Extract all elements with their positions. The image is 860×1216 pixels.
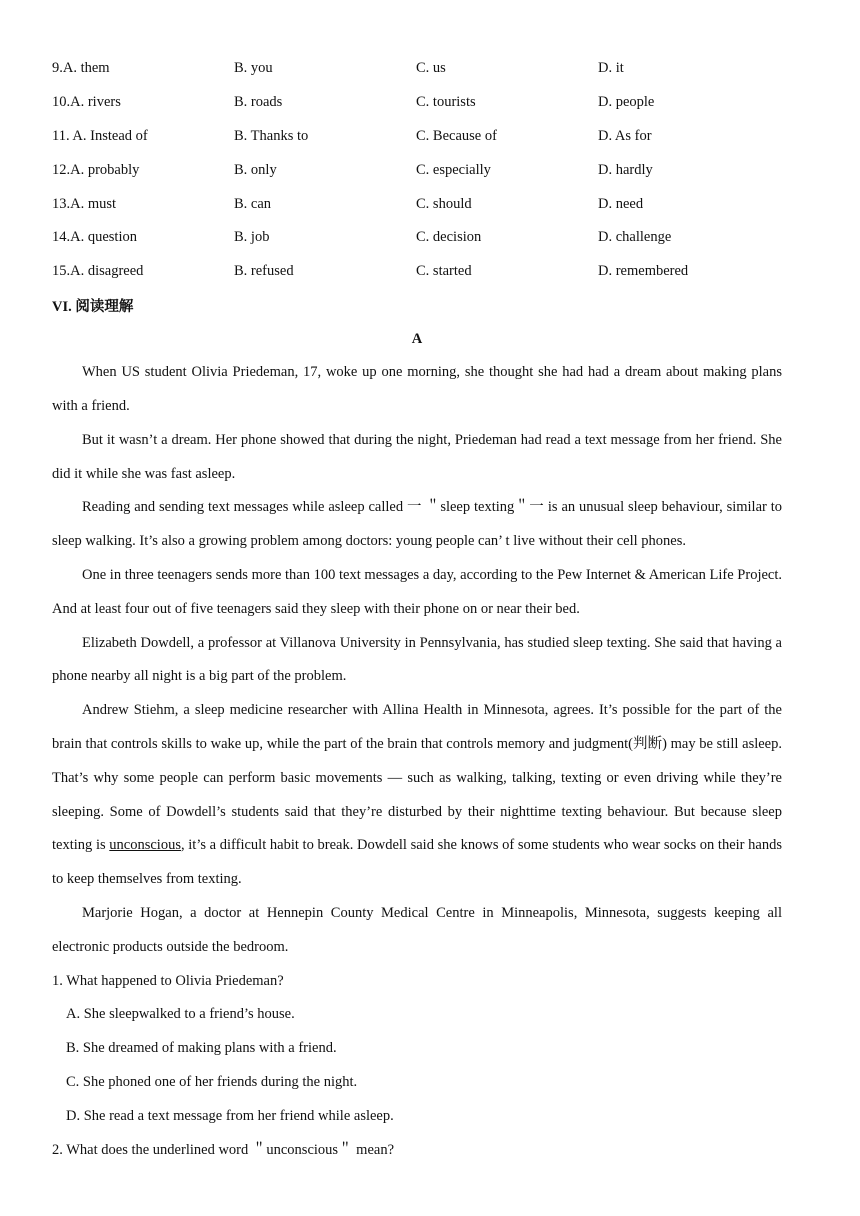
option-row-9 xyxy=(52,52,782,86)
option-d: D. need xyxy=(598,195,644,212)
option-a: 13.A. must xyxy=(52,195,117,212)
option-d: D. As for xyxy=(598,127,652,144)
option-row-14 xyxy=(52,221,782,255)
option-row-15 xyxy=(52,255,782,289)
paragraph-4: One in three teenagers sends more than 100 text messages a day, according to the Pew Internet & American Life Project. And at least four out of five teenagers said they sleep with their phone on or near their bed. xyxy=(52,566,782,617)
paragraph-3: Reading and sending text messages while asleep called 一 ＂sleep texting＂一 is an unusual sleep behaviour, similar to sleep walking. It’s also a growing problem among doctors: young people can’ t live without their cell phones. xyxy=(52,499,782,550)
option-c: C. especially xyxy=(416,161,491,178)
option-c: C. Because of xyxy=(416,127,497,144)
option-b: B. Thanks to xyxy=(234,127,309,144)
option-a: 12.A. probably xyxy=(52,161,140,178)
option-a: 11. A. Instead of xyxy=(52,127,148,144)
option-row-11 xyxy=(52,120,782,154)
paragraph-6 xyxy=(52,694,782,897)
option-b: B. roads xyxy=(234,94,283,111)
section-heading: VI. 阅读理解 xyxy=(52,298,134,315)
question-1: 1. What happened to Olivia Priedeman? xyxy=(52,972,284,989)
question-1-option-c: C. She phoned one of her friends during the night. xyxy=(66,1073,358,1090)
option-c: C. should xyxy=(416,195,472,212)
underlined-word: unconscious xyxy=(109,837,181,854)
question-1-option-d: D. She read a text message from her friend while asleep. xyxy=(66,1107,394,1124)
option-a: 15.A. disagreed xyxy=(52,263,144,280)
option-c: C. us xyxy=(416,60,446,77)
option-a: 10.A. rivers xyxy=(52,94,121,111)
paragraph-1: When US student Olivia Priedeman, 17, woke up one morning, she thought she had had a dream about making plans with a friend. xyxy=(52,364,782,414)
option-d: D. hardly xyxy=(598,161,653,178)
paragraph-7: Marjorie Hogan, a doctor at Hennepin County Medical Centre in Minneapolis, Minnesota, suggests keeping all electronic products outside the bedroom. xyxy=(52,904,782,955)
paragraph-6-text-before: Andrew Stiehm, a sleep medicine researcher with Allina Health in Minnesota, agrees. It’s possible for the part of the brain that controls skills to wake up, while the part of the brain that controls memory and judgment(判断) may be still asleep. That’s why some people can perform basic movements — such as walking, talking, texting or even driving while they’re sleeping. Some of Dowdell’s students said that they’re disturbed by their nighttime texting behaviour. But because sleep texting is xyxy=(52,702,782,854)
option-d: D. it xyxy=(598,60,624,77)
option-c: C. tourists xyxy=(416,94,476,111)
question-2: 2. What does the underlined word ＂unconscious＂ mean? xyxy=(52,1141,395,1158)
option-row-12 xyxy=(52,153,782,187)
question-1-option-b: B. She dreamed of making plans with a friend. xyxy=(66,1040,337,1057)
option-d: D. challenge xyxy=(598,229,672,246)
option-row-13 xyxy=(52,187,782,221)
question-1-option-a: A. She sleepwalked to a friend’s house. xyxy=(66,1006,295,1023)
passage-title: A xyxy=(411,330,423,347)
paragraph-6-text-after: , it’s a difficult habit to break. Dowdell said she knows of some students who wear socks on their hands to keep themselves from texting. xyxy=(52,837,783,888)
option-row-10 xyxy=(52,86,782,120)
option-c: C. started xyxy=(416,263,472,280)
paragraph-2: But it wasn’t a dream. Her phone showed that during the night, Priedeman had read a text message from her friend. She did it while she was fast asleep. xyxy=(52,431,782,482)
option-a: 9.A. them xyxy=(52,60,110,77)
option-b: B. only xyxy=(234,161,277,178)
option-a: 14.A. question xyxy=(52,229,137,246)
option-d: D. remembered xyxy=(598,263,689,280)
option-b: B. job xyxy=(234,229,270,246)
option-c: C. decision xyxy=(416,229,482,246)
option-b: B. can xyxy=(234,195,272,212)
paragraph-5: Elizabeth Dowdell, a professor at Villanova University in Pennsylvania, has studied sleep texting. She said that having a phone nearby all night is a big part of the problem. xyxy=(52,634,782,685)
document-page xyxy=(52,52,782,1167)
option-b: B. refused xyxy=(234,263,294,280)
option-b: B. you xyxy=(234,60,273,77)
option-d: D. people xyxy=(598,94,655,111)
